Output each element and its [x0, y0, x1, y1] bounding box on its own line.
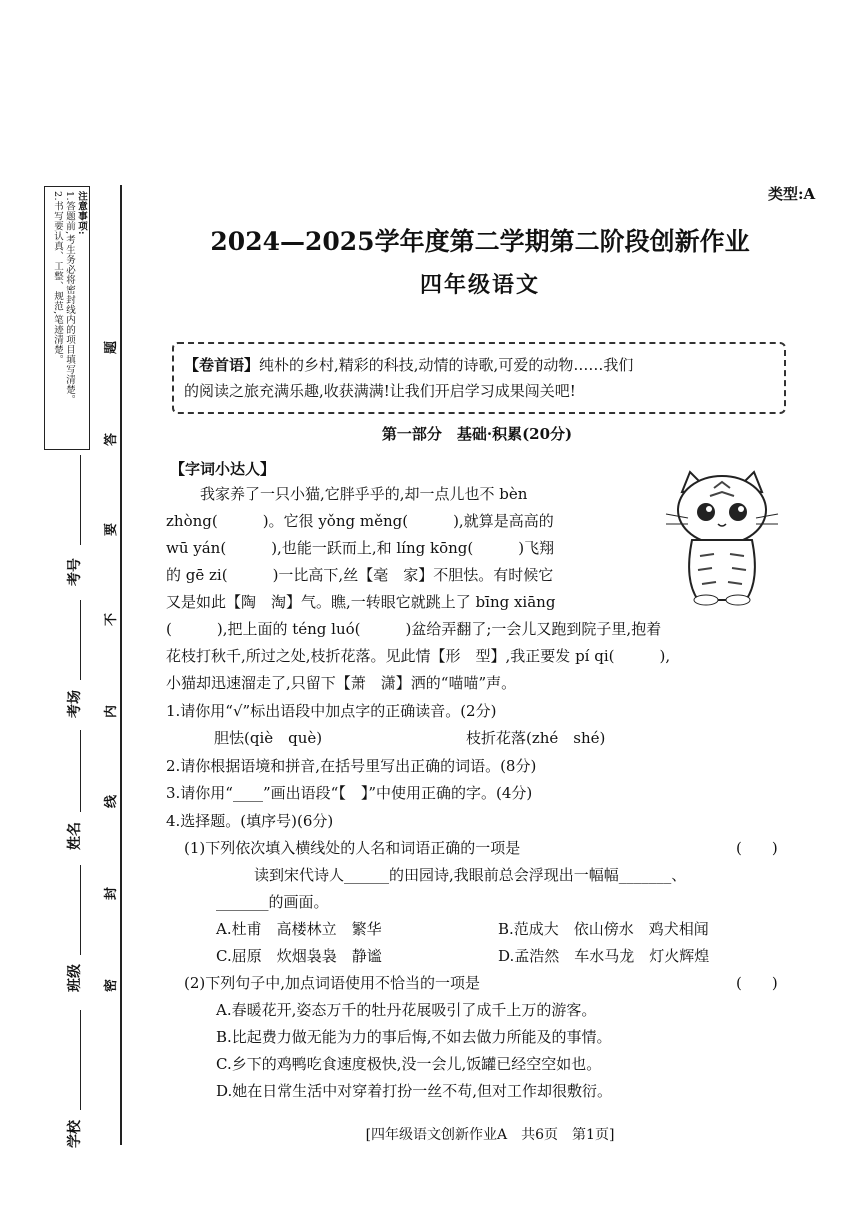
- question-4-1: (1)下列依次填入横线处的人名和词语正确的一项是: [184, 839, 521, 857]
- passage-line: 的 gē zi( )一比高下,丝【毫 家】不胆怯。有时候它: [166, 566, 554, 584]
- field-name: 姓名: [67, 822, 83, 850]
- subhead: 【字词小达人】: [170, 460, 276, 478]
- seal-char: 要: [104, 522, 120, 537]
- preface-line-2: 的阅读之旅充满乐趣,收获满满!让我们开启学习成果闯关吧!: [184, 382, 576, 400]
- page-footer: [四年级语文创新作业A 共6页 第1页]: [365, 1127, 615, 1143]
- question-4: 4.选择题。(填序号)(6分): [166, 812, 334, 830]
- question-1: 1.请你用“√”标出语段中加点字的正确读音。(2分): [166, 702, 497, 720]
- field-exam-room: 考场: [67, 690, 83, 718]
- field-school: 学校: [67, 1120, 83, 1148]
- field-class-line[interactable]: [80, 865, 81, 955]
- option-b[interactable]: B.范成大 依山傍水 鸡犬相闻: [498, 920, 709, 938]
- field-exam-room-line[interactable]: [80, 600, 81, 680]
- passage-line: 小猫却迅速溜走了,只留下【萧 潇】洒的“喵喵”声。: [166, 674, 517, 692]
- question-1-option-a[interactable]: 胆怯(qiè què): [214, 729, 323, 747]
- page-subtitle: 四年级语文: [419, 272, 540, 298]
- notice-title: 注意事项:: [76, 191, 87, 236]
- passage-line: wū yán( ),也能一跃而上,和 líng kōng( )飞翔: [166, 539, 555, 557]
- question-1-option-b[interactable]: 枝折花落(zhé shé): [466, 729, 606, 747]
- field-name-line[interactable]: [80, 730, 81, 812]
- passage-line: zhòng( )。它很 yǒng měng( ),就算是高高的: [166, 512, 554, 530]
- option-c[interactable]: C.屈原 炊烟袅袅 静谧: [216, 947, 382, 965]
- field-exam-number: 考号: [67, 558, 83, 586]
- option-d[interactable]: D.孟浩然 车水马龙 灯火辉煌: [498, 947, 710, 965]
- seal-char: 密: [104, 978, 120, 993]
- notice-text: [51, 191, 87, 405]
- seal-char: 线: [104, 794, 120, 809]
- preface-label: 【卷首语】: [184, 356, 260, 374]
- seal-char: 封: [104, 886, 120, 901]
- preface-box: [172, 342, 786, 414]
- option-a[interactable]: A.杜甫 高楼林立 繁华: [216, 920, 382, 938]
- answer-paren[interactable]: ( ): [736, 839, 778, 857]
- page-title: 2024—2025学年度第二学期第二阶段创新作业: [210, 227, 750, 256]
- seal-char: 内: [104, 704, 120, 719]
- passage-line: 又是如此【陶 淘】气。瞧,一转眼它就跳上了 bīng xiāng: [166, 593, 556, 611]
- passage-line: ( ),把上面的 téng luó( )盆给弄翻了;一会儿又跑到院子里,抱着: [166, 620, 662, 638]
- option-d[interactable]: D.她在日常生活中对穿着打扮一丝不苟,但对工作却很敷衍。: [216, 1082, 613, 1100]
- field-school-line[interactable]: [80, 1010, 81, 1110]
- seal-char: 题: [104, 340, 120, 355]
- section-title: 第一部分 基础·积累(20分): [381, 425, 573, 443]
- question-4-1-sentence-2: _______的画面。: [216, 893, 329, 911]
- passage-line: 花枝打秋千,所过之处,枝折花落。见此情【形 型】,我正要发 pí qi( ),: [166, 647, 671, 665]
- option-c[interactable]: C.乡下的鸡鸭吃食速度极快,没一会儿,饭罐已经空空如也。: [216, 1055, 602, 1073]
- passage-line: 我家养了一只小猫,它胖乎乎的,却一点儿也不 bèn: [200, 485, 528, 503]
- question-3: 3.请你用“____”画出语段“【 】”中使用正确的字。(4分): [166, 784, 533, 802]
- question-4-2: (2)下列句子中,加点词语使用不恰当的一项是: [184, 974, 481, 992]
- field-exam-number-line[interactable]: [80, 455, 81, 545]
- seal-char: 答: [104, 432, 120, 447]
- field-class: 班级: [67, 964, 83, 992]
- notice-box: [44, 186, 90, 450]
- preface-line-1: 纯朴的乡村,精彩的科技,动情的诗歌,可爱的动物……我们: [259, 356, 634, 374]
- answer-paren[interactable]: ( ): [736, 974, 778, 992]
- preface-text: [184, 352, 774, 404]
- seal-char: 不: [104, 612, 120, 627]
- notice-line-2: 2.书写要认真、工整、规范,笔迹清楚。: [52, 191, 63, 365]
- question-2: 2.请你根据语境和拼音,在括号里写出正确的词语。(8分): [166, 757, 537, 775]
- question-4-1-sentence-1: 读到宋代诗人______的田园诗,我眼前总会浮现出一幅幅_______、: [254, 866, 687, 884]
- type-label: 类型:A: [768, 185, 816, 203]
- cat-illustration: [664, 470, 780, 606]
- option-b[interactable]: B.比起费力做无能为力的事后悔,不如去做力所能及的事情。: [216, 1028, 612, 1046]
- binding-line: [120, 185, 122, 1145]
- notice-line-1: 1.答题前,考生务必将密封线内的项目填写清楚。: [64, 191, 75, 405]
- option-a[interactable]: A.春暖花开,姿态万千的牡丹花展吸引了成千上万的游客。: [216, 1001, 597, 1019]
